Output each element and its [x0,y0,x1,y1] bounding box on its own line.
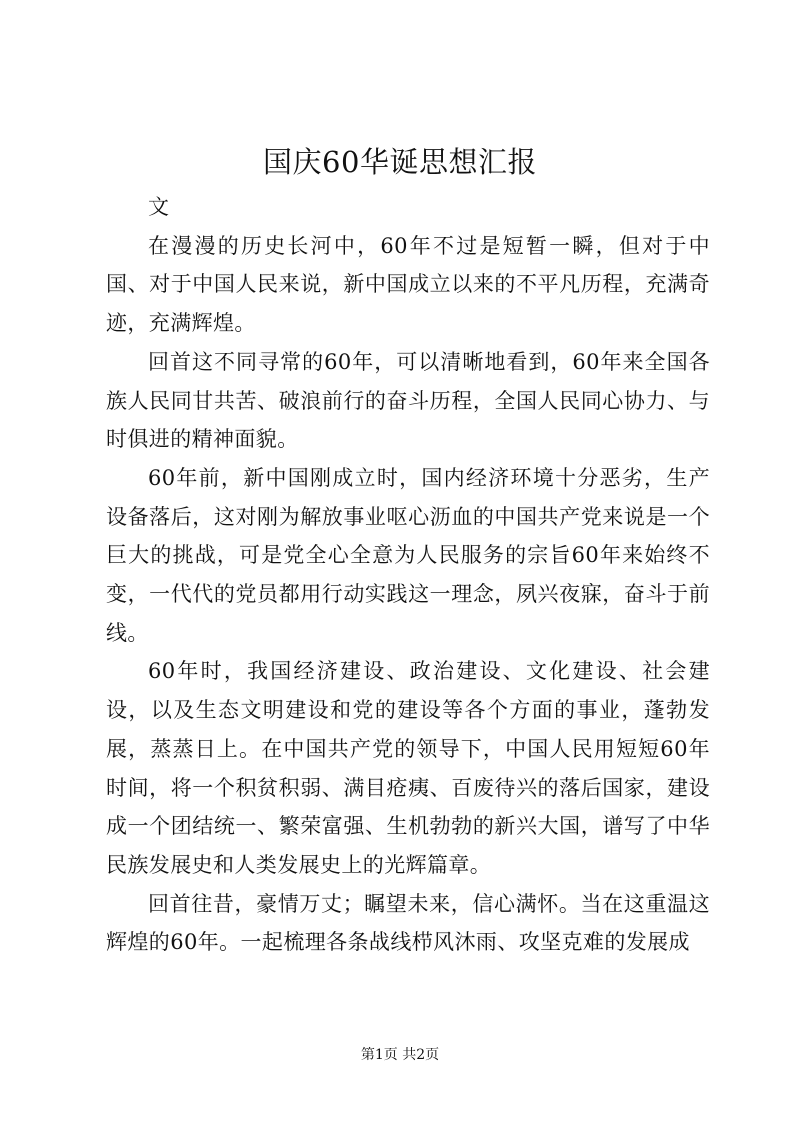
page-footer: 第1页 共2页 [360,1047,440,1063]
paragraph-2: 回首这不同寻常的60年，可以清晰地看到，60年来全国各族人民同甘共苦、破浪前行的奋斗历程，全国人民同心协力、与时俱进的精神面貌。 [106,349,710,452]
paragraph-4: 60年时，我国经济建设、政治建设、文化建设、社会建设，以及生态文明建设和党的建设等各个方面的事业，蓬勃发展，蒸蒸日上。在中国共产党的领导下，中国人民用短短60年时间，将一个积贫积弱、满目疮痍、百废待兴的落后国家，建设成一个团结统一、繁荣富强、生机勃勃的新兴大国，谱写了中华民族发展史和人类发展史上的光辉篇章。 [106,659,710,877]
paragraph-1: 在漫漫的历史长河中，60年不过是短暂一瞬，但对于中国、对于中国人民来说，新中国成立以来的不平凡历程，充满奇迹，充满辉煌。 [106,233,710,336]
paragraph-5: 回首往昔，豪情万丈；瞩望未来，信心满怀。当在这重温这辉煌的60年。一起梳理各条战线栉风沐雨、攻坚克难的发展成 [106,891,710,955]
author-line: 文 [148,195,170,219]
document-title: 国庆60华诞思想汇报 [263,145,537,179]
document-body [106,188,710,962]
paragraph-3: 60年前，新中国刚成立时，国内经济环境十分恶劣，生产设备落后，这对刚为解放事业呕心沥血的中国共产党来说是一个巨大的挑战，可是党全心全意为人民服务的宗旨60年来始终不变，一代代的党员都用行动实践这一理念，夙兴夜寐，奋斗于前线。 [106,465,710,645]
